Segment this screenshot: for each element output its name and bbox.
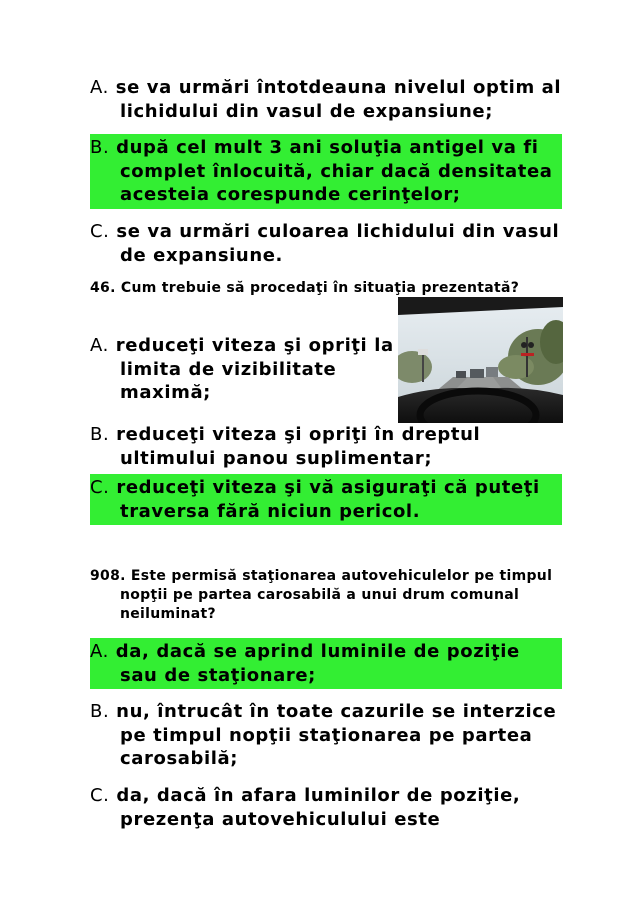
answer-option-a[interactable] bbox=[90, 74, 562, 125]
situation-photo bbox=[398, 297, 563, 423]
question-46 bbox=[90, 279, 560, 298]
answer-letter: C. bbox=[90, 221, 110, 242]
answer-option-b[interactable] bbox=[90, 421, 562, 472]
answer-text: se va urmări întotdeauna nivelul optim al lichidului din vasul de expansiune; bbox=[115, 77, 562, 122]
answer-option-b[interactable] bbox=[90, 698, 562, 773]
answer-letter: B. bbox=[90, 701, 110, 722]
answer-option-c[interactable] bbox=[90, 782, 562, 833]
answer-option-c-correct[interactable] bbox=[90, 474, 562, 525]
answer-text: reduceţi viteza şi vă asiguraţi că puteţi traversa fără niciun pericol. bbox=[116, 477, 540, 522]
answer-text: da, dacă în afara luminilor de poziţie, prezenţa autovehiculului este bbox=[116, 785, 521, 830]
answer-letter: A. bbox=[90, 641, 109, 662]
question-text: 908. Este permisă staţionarea autovehiculelor pe timpul nopţii pe partea carosabilă a unui drum comunal neiluminat? bbox=[90, 568, 553, 622]
answer-letter: C. bbox=[90, 477, 110, 498]
answer-letter: B. bbox=[90, 137, 110, 158]
question-text: 46. Cum trebuie să procedaţi în situaţia prezentată? bbox=[90, 280, 520, 296]
answer-letter: C. bbox=[90, 785, 110, 806]
answer-option-c[interactable] bbox=[90, 218, 562, 269]
answer-text: se va urmări culoarea lichidului din vasul de expansiune. bbox=[116, 221, 560, 266]
answer-letter: A. bbox=[90, 335, 109, 356]
photo-illustration bbox=[398, 297, 563, 423]
answer-text: după cel mult 3 ani soluţia antigel va fi complet înlocuită, chiar dacă densitatea acesteia corespunde cerinţelor; bbox=[116, 137, 553, 205]
answer-option-a-correct[interactable] bbox=[90, 638, 562, 689]
question-908 bbox=[90, 567, 560, 624]
answer-text: reduceţi viteza şi opriţi la limita de vizibilitate maximă; bbox=[115, 335, 394, 403]
answer-text: reduceţi viteza şi opriţi în dreptul ultimului panou suplimentar; bbox=[116, 424, 481, 469]
answer-text: da, dacă se aprind luminile de poziţie sau de staţionare; bbox=[115, 641, 520, 686]
answer-option-a[interactable] bbox=[90, 332, 400, 407]
answer-letter: A. bbox=[90, 77, 109, 98]
answer-text: nu, întrucât în toate cazurile se interzice pe timpul nopţii staţionarea pe partea carosabilă; bbox=[116, 701, 557, 769]
answer-option-b-correct[interactable] bbox=[90, 134, 562, 209]
answer-letter: B. bbox=[90, 424, 110, 445]
